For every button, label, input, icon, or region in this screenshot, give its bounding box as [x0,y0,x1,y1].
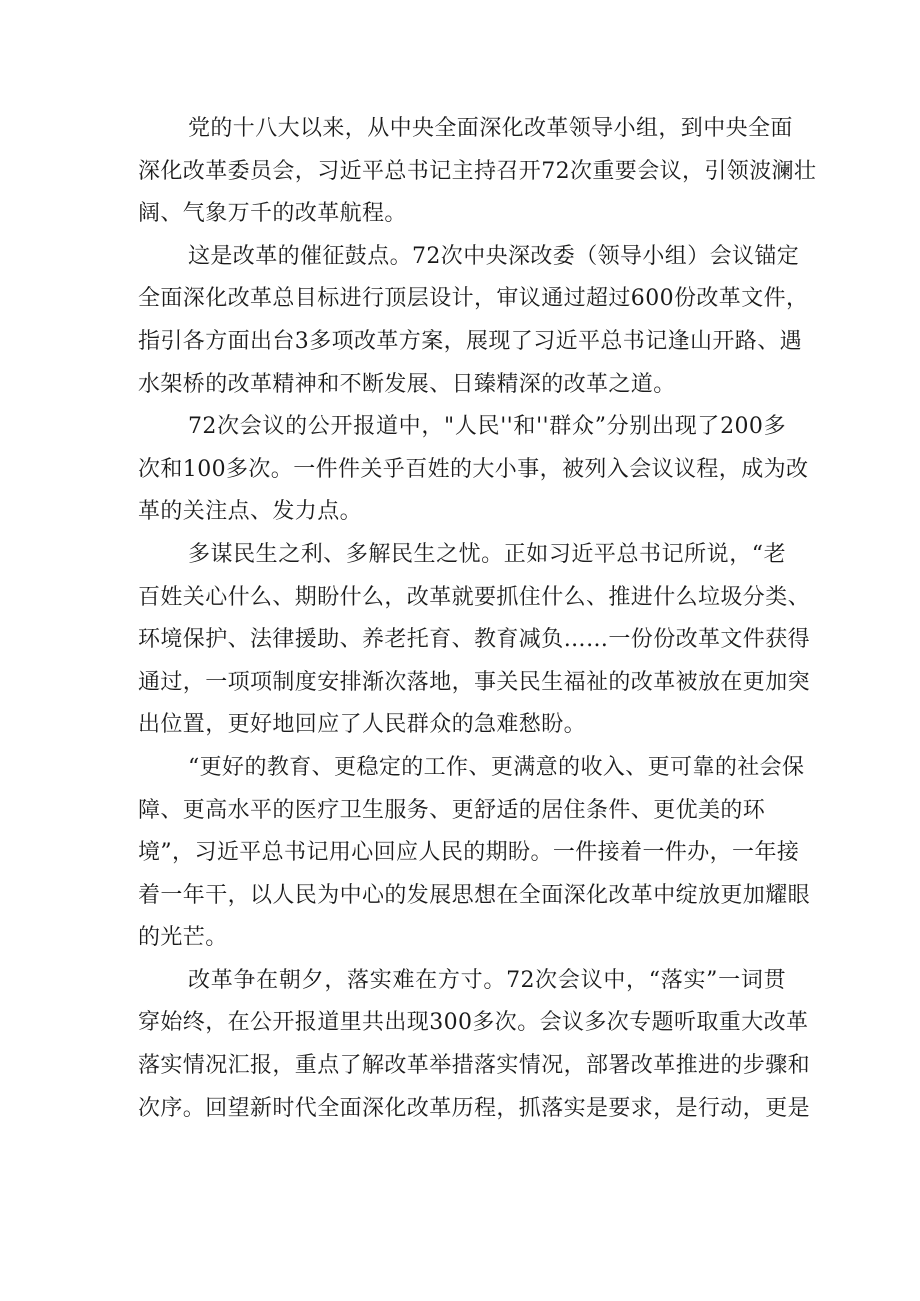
text-line: 的光芒。 [138,925,228,951]
text-line: 出位置，更好地回应了人民群众的急难愁盼。 [138,712,587,738]
text-line: “更好的教育、更稳定的工作、更满意的收入、更可靠的社会保 [188,754,805,780]
text-line: 阔、气象万千的改革航程。 [138,201,407,227]
text-line: 多谋民生之利、多解民生之忧。正如习近平总书记所说，“老 [188,541,786,567]
text-line: 改革争在朝夕，落实难在方寸。72次会议中，“落实”一词贯 [188,967,786,993]
text-line: 次和100多次。一件件关乎百姓的大小事，被列入会议议程，成为改 [138,456,809,482]
paragraph-2 [138,236,809,406]
text-line: 全面深化改革总目标进行顶层设计，审议通过超过600份改革文件， [138,286,809,312]
text-line: 指引各方面出台3多项改革方案，展现了习近平总书记逢山开路、遇 [138,328,802,354]
paragraph-5 [138,747,811,960]
text-line: 穿始终，在公开报道里共出现300多次。会议多次专题听取重大改革 [138,1010,809,1036]
text-line: 72次会议的公开报道中，"人民''和''群众”分别出现了200多 [188,414,786,440]
text-line: 深化改革委员会，习近平总书记主持召开72次重要会议，引领波澜壮 [138,158,817,184]
paragraph-6 [138,960,811,1130]
article-body [138,108,817,1130]
text-line: 落实情况汇报，重点了解改革举措落实情况，部署改革推进的步骤和 [138,1053,811,1079]
text-line: 水架桥的改革精神和不断发展、日臻精深的改革之道。 [138,371,676,397]
text-line: 这是改革的催征鼓点。72次中央深改委（领导小组）会议锚定 [188,243,800,269]
text-line: 革的关注点、发力点。 [138,499,363,525]
paragraph-4 [138,534,811,747]
paragraph-1 [138,108,817,236]
text-line: 次序。回望新时代全面深化改革历程，抓落实是要求，是行动，更是 [138,1095,811,1121]
text-line: 通过，一项项制度安排渐次落地，事关民生福祉的改革被放在更加突 [138,669,811,695]
text-line: 环境保护、法律援助、养老托育、教育减负……一份份改革文件获得 [138,627,811,653]
text-line: 障、更高水平的医疗卫生服务、更舒适的居住条件、更优美的环 [138,797,766,823]
text-line: 境”，习近平总书记用心回应人民的期盼。一件接着一件办，一年接 [138,840,800,866]
text-line: 百姓关心什么、期盼什么，改革就要抓住什么、推进什么垃圾分类、 [138,584,811,610]
paragraph-3 [138,406,809,534]
text-line: 党的十八大以来，从中央全面深化改革领导小组，到中央全面 [188,116,793,141]
text-line: 着一年干，以人民为中心的发展思想在全面深化改革中绽放更加耀眼 [138,882,811,908]
